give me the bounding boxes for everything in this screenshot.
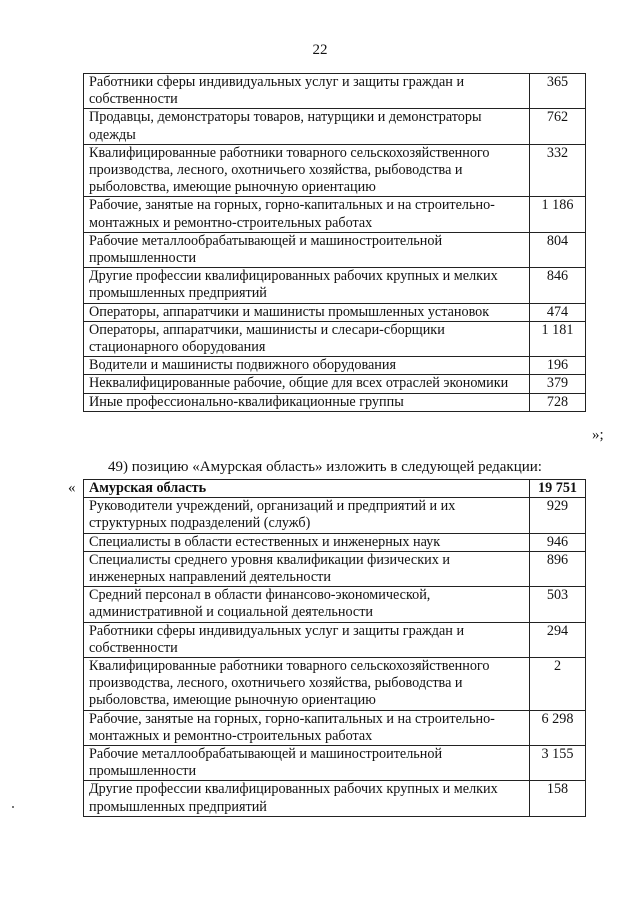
row-value: 332 [530,144,586,197]
row-value: 1 186 [530,197,586,232]
closing-quote: »; [592,427,604,443]
table-row [84,144,586,197]
table-row [84,357,586,375]
row-value: 196 [530,357,586,375]
row-value: 158 [530,781,586,816]
table-row [84,533,586,551]
row-value: 6 298 [530,710,586,745]
table-row [84,781,586,816]
row-value: 728 [530,393,586,411]
table-row [84,393,586,411]
table-row [84,232,586,267]
row-label: Операторы, аппаратчики и машинисты промышленных установок [84,303,530,321]
row-value: 379 [530,375,586,393]
row-label: Операторы, аппаратчики, машинисты и слесари-сборщики стационарного оборудования [84,321,530,356]
row-label: Водители и машинисты подвижного оборудования [84,357,530,375]
row-value: 2 [530,658,586,711]
row-value: 1 181 [530,321,586,356]
amur-region-table [83,479,586,817]
scan-speck [12,806,14,808]
row-value: 365 [530,74,586,109]
table-row [84,710,586,745]
table-row [84,375,586,393]
row-value: 896 [530,551,586,586]
occupations-table-continued [83,73,586,412]
row-label: Другие профессии квалифицированных рабочих крупных и мелких промышленных предприятий [84,268,530,303]
row-label: Иные профессионально-квалификационные группы [84,393,530,411]
row-label: Другие профессии квалифицированных рабочих крупных и мелких промышленных предприятий [84,781,530,816]
table-row [84,268,586,303]
row-label: Средний персонал в области финансово-экономической, административной и социальной деятельности [84,587,530,622]
row-value: 503 [530,587,586,622]
amendment-instruction: 49) позицию «Амурская область» изложить в следующей редакции: [108,459,542,475]
row-value: 946 [530,533,586,551]
region-name: Амурская область [84,480,530,498]
row-label: Работники сферы индивидуальных услуг и защиты граждан и собственности [84,622,530,657]
row-label: Рабочие, занятые на горных, горно-капитальных и на строительно-монтажных и ремонтно-строительных работах [84,197,530,232]
page-number: 22 [312,42,328,58]
row-label: Продавцы, демонстраторы товаров, натурщики и демонстраторы одежды [84,109,530,144]
row-value: 3 155 [530,746,586,781]
row-label: Неквалифицированные рабочие, общие для всех отраслей экономики [84,375,530,393]
row-value: 294 [530,622,586,657]
table-row [84,551,586,586]
row-label: Квалифицированные работники товарного сельскохозяйственного производства, лесного, охотничьего хозяйства, рыбоводства и рыболовства, имеющие рыночную ориентацию [84,658,530,711]
table-row [84,498,586,533]
table-row [84,74,586,109]
row-label: Специалисты среднего уровня квалификации физических и инженерных направлений деятельности [84,551,530,586]
row-label: Рабочие металлообрабатывающей и машиностроительной промышленности [84,232,530,267]
table-row [84,658,586,711]
row-label: Работники сферы индивидуальных услуг и защиты граждан и собственности [84,74,530,109]
row-value: 804 [530,232,586,267]
row-label: Рабочие, занятые на горных, горно-капитальных и на строительно-монтажных и ремонтно-строительных работах [84,710,530,745]
table-row [84,622,586,657]
row-label: Квалифицированные работники товарного сельскохозяйственного производства, лесного, охотничьего хозяйства, рыбоводства и рыболовства, имеющие рыночную ориентацию [84,144,530,197]
row-value: 929 [530,498,586,533]
table1-body [84,74,586,412]
row-value: 474 [530,303,586,321]
table-row [84,321,586,356]
region-total: 19 751 [530,480,586,498]
table-row [84,109,586,144]
table-row [84,303,586,321]
row-label: Рабочие металлообрабатывающей и машиностроительной промышленности [84,746,530,781]
table-row [84,587,586,622]
table-header-row [84,480,586,498]
row-value: 762 [530,109,586,144]
row-value: 846 [530,268,586,303]
row-label: Специалисты в области естественных и инженерных наук [84,533,530,551]
row-label: Руководители учреждений, организаций и предприятий и их структурных подразделений (служб) [84,498,530,533]
table-row [84,197,586,232]
table-row [84,746,586,781]
opening-quote: « [68,480,76,496]
table2-body [84,480,586,817]
